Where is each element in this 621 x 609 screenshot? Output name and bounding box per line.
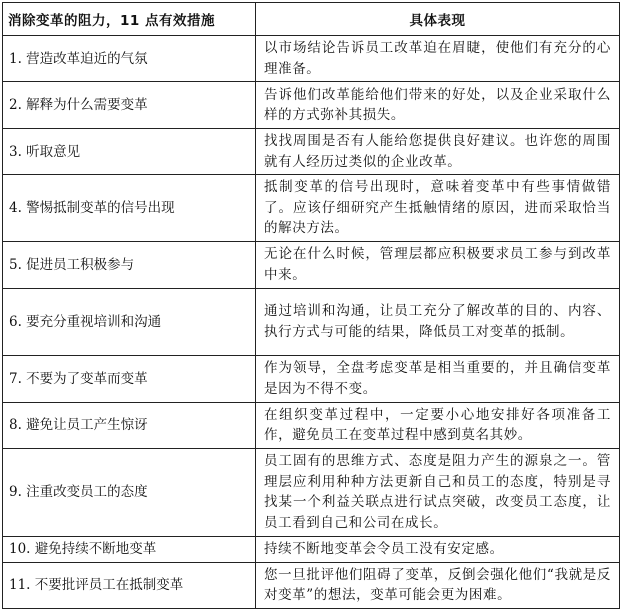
detail-cell: 您一旦批评他们阻碍了变革，反倒会强化他们“我就是反对变革”的想法，变革可能会更为困难。: [256, 562, 620, 608]
table-row: [3, 288, 620, 355]
detail-cell: 以市场结论告诉员工改革迫在眉睫，使他们有充分的心理准备。: [256, 36, 620, 82]
header-details: 具体表现: [256, 3, 620, 36]
detail-cell: 无论在什么时候，管理层都应积极要求员工参与到改革中来。: [256, 241, 620, 288]
detail-cell: 通过培训和沟通，让员工充分了解改革的目的、内容、执行方式与可能的结果，降低员工对变革的抵制。: [256, 288, 620, 355]
table-row: [3, 129, 620, 175]
measure-cell: 3. 听取意见: [3, 129, 256, 175]
table-row: [3, 241, 620, 288]
table-row: [3, 175, 620, 242]
measure-cell: 6. 要充分重视培训和沟通: [3, 288, 256, 355]
measure-cell: 8. 避免让员工产生惊讶: [3, 402, 256, 448]
measure-cell: 2. 解释为什么需要变革: [3, 82, 256, 129]
detail-cell: 告诉他们改革能给他们带来的好处，以及企业采取什么样的方式弥补其损失。: [256, 82, 620, 129]
measure-cell: 4. 警惕抵制变革的信号出现: [3, 175, 256, 242]
measure-cell: 11. 不要批评员工在抵制变革: [3, 562, 256, 608]
table-row: [3, 536, 620, 562]
measures-table: [2, 2, 620, 609]
measure-cell: 1. 营造改革迫近的气氛: [3, 36, 256, 82]
measure-cell: 5. 促进员工积极参与: [3, 241, 256, 288]
table-row: [3, 355, 620, 402]
detail-cell: 抵制变革的信号出现时，意味着变革中有些事情做错了。应该仔细研究产生抵触情绪的原因，进而采取恰当的解决方法。: [256, 175, 620, 242]
detail-cell: 持续不断地变革会令员工没有安定感。: [256, 536, 620, 562]
table-row: [3, 82, 620, 129]
table-row: [3, 36, 620, 82]
detail-cell: 员工固有的思维方式、态度是阻力产生的源泉之一。管理层应利用种种方法更新自己和员工的态度，特别是寻找某一个利益关联点进行试点突破，改变员工态度，让员工看到自己和公司在成长。: [256, 448, 620, 536]
detail-cell: 作为领导，全盘考虑变革是相当重要的，并且确信变革是因为不得不变。: [256, 355, 620, 402]
detail-cell: 找找周围是否有人能给您提供良好建议。也许您的周围就有人经历过类似的企业改革。: [256, 129, 620, 175]
table-header-row: [3, 3, 620, 36]
table-row: [3, 448, 620, 536]
measure-cell: 10. 避免持续不断地变革: [3, 536, 256, 562]
table-row: [3, 402, 620, 448]
table-row: [3, 562, 620, 608]
detail-cell: 在组织变革过程中，一定要小心地安排好各项准备工作，避免员工在变革过程中感到莫名其妙。: [256, 402, 620, 448]
measure-cell: 7. 不要为了变革而变革: [3, 355, 256, 402]
measure-cell: 9. 注重改变员工的态度: [3, 448, 256, 536]
header-measures: 消除变革的阻力，11 点有效措施: [3, 3, 256, 36]
